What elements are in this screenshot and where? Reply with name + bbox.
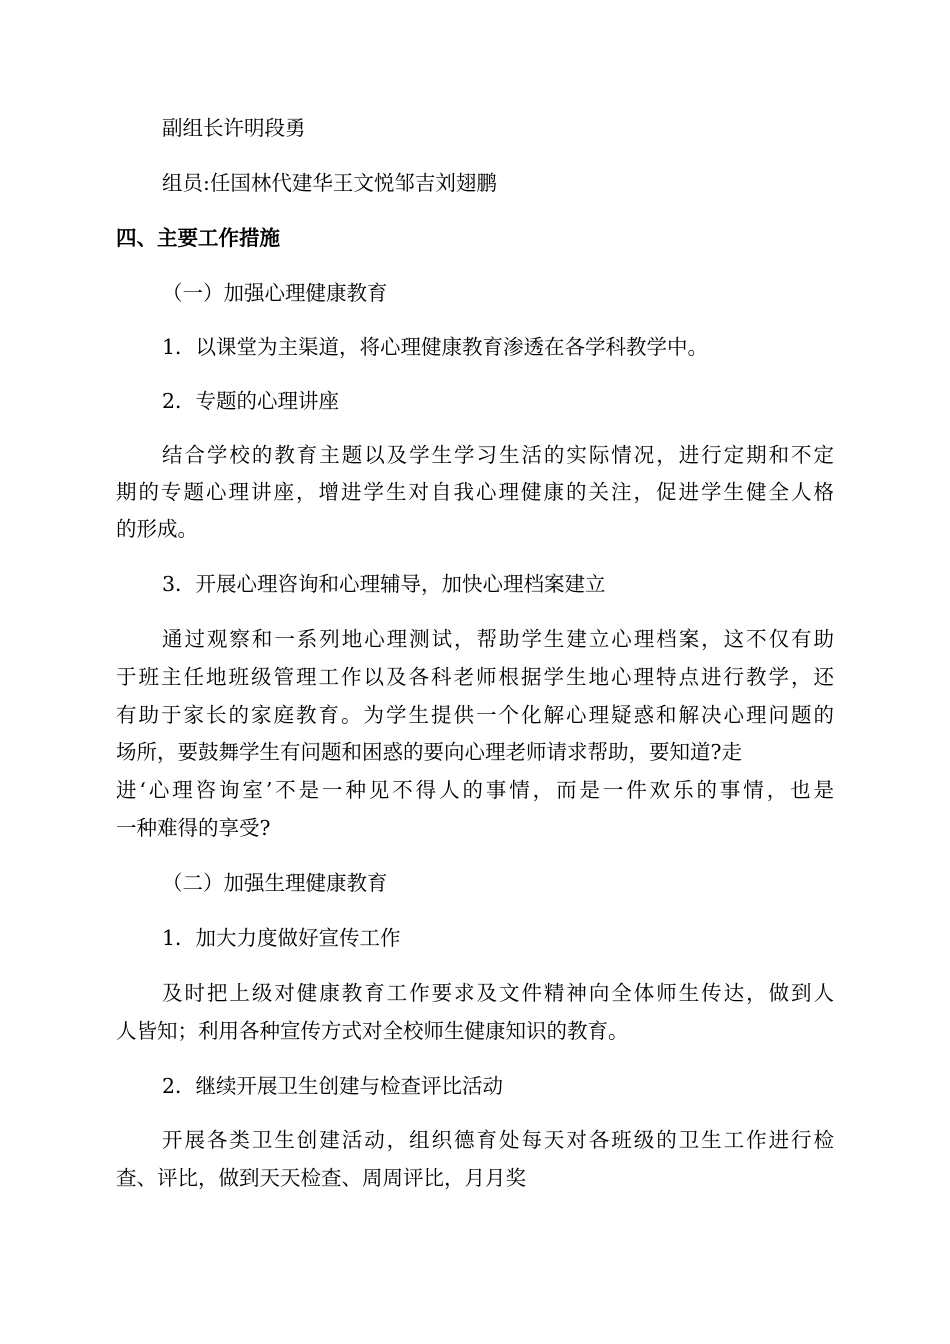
item-2-1: 1．加大力度做好宣传工作: [162, 926, 401, 950]
subsection-one-heading: （一）加强心理健康教育: [162, 281, 388, 305]
paragraph-lecture-line-3: 的形成。: [116, 517, 198, 541]
paragraph-publicity-line-2: 人皆知；利用各种宣传方式对全校师生健康知识的教育。: [116, 1019, 629, 1043]
item-2-2: 2．继续开展卫生创建与检查评比活动: [162, 1074, 504, 1098]
paragraph-counseling-line-5: 进‘心理咨询室’不是一种见不得人的事情，而是一件欢乐的事情，也是: [116, 778, 834, 802]
deputy-leader-line: 副组长许明段勇: [162, 116, 306, 140]
paragraph-counseling-line-3: 有助于家长的家庭教育。为学生提供一个化解心理疑惑和解决心理问题的: [116, 703, 834, 727]
paragraph-hygiene-line-1: 开展各类卫生创建活动，组织德育处每天对各班级的卫生工作进行检: [162, 1128, 834, 1152]
subsection-two-heading: （二）加强生理健康教育: [162, 871, 388, 895]
paragraph-counseling-line-1: 通过观察和一系列地心理测试，帮助学生建立心理档案，这不仅有助: [162, 627, 834, 651]
paragraph-publicity-line-1: 及时把上级对健康教育工作要求及文件精神向全体师生传达，做到人: [162, 981, 834, 1005]
members-line: 组员:任国林代建华王文悦邹吉刘翅鹏: [162, 171, 497, 195]
item-1-3: 3．开展心理咨询和心理辅导，加快心理档案建立: [162, 572, 606, 596]
paragraph-counseling-line-2: 于班主任地班级管理工作以及各科老师根据学生地心理特点进行教学，还: [116, 665, 834, 689]
paragraph-hygiene-line-2: 查、评比，做到天天检查、周周评比，月月奖: [116, 1166, 526, 1190]
paragraph-counseling-line-4: 场所，要鼓舞学生有问题和困惑的要向心理老师请求帮助，要知道?走: [116, 740, 742, 764]
item-1-2: 2．专题的心理讲座: [162, 389, 340, 413]
section-four-heading: 四、主要工作措施: [116, 226, 280, 250]
paragraph-lecture-line-2: 期的专题心理讲座，增进学生对自我心理健康的关注，促进学生健全人格: [116, 480, 834, 504]
paragraph-counseling-line-6: 一种难得的享受?: [116, 816, 271, 840]
item-1-1: 1．以课堂为主渠道，将心理健康教育渗透在各学科教学中。: [162, 335, 709, 359]
paragraph-lecture-line-1: 结合学校的教育主题以及学生学习生活的实际情况，进行定期和不定: [162, 443, 834, 467]
